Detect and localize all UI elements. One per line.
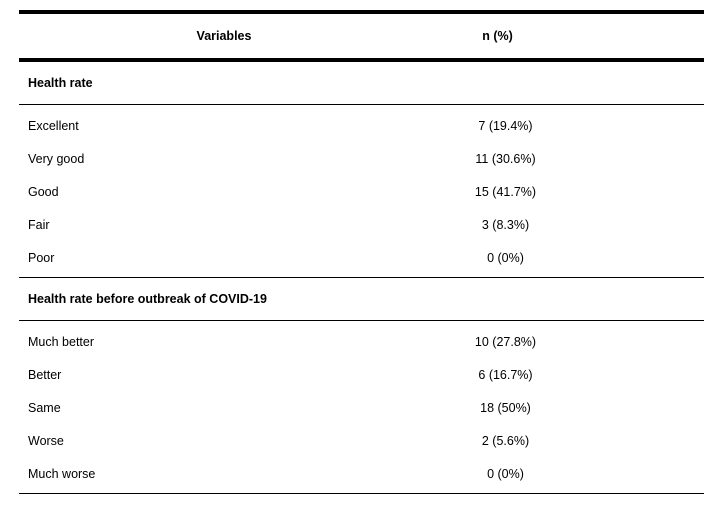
- row-value: 0 (0%): [487, 466, 524, 481]
- section-title: Health rate: [28, 76, 93, 90]
- row-label: Much better: [28, 334, 95, 349]
- row-label: Good: [28, 184, 59, 199]
- table-row: [19, 208, 704, 241]
- section-title-row: [19, 278, 704, 320]
- table-row: [19, 109, 704, 142]
- row-label: Very good: [28, 151, 85, 166]
- table-row: [19, 457, 704, 490]
- table-row: [19, 358, 704, 391]
- bottom-rule: [19, 493, 704, 494]
- table-row: [19, 241, 704, 274]
- row-label: Fair: [28, 217, 50, 232]
- row-value: 3 (8.3%): [481, 217, 530, 232]
- table-row: [19, 142, 704, 175]
- data-table: [19, 10, 704, 494]
- row-value: 18 (50%): [480, 400, 531, 415]
- section-title: Health rate before outbreak of COVID-19: [28, 292, 267, 306]
- header-n-percent: n (%): [482, 29, 513, 43]
- section-rows: [19, 105, 704, 277]
- table-row: [19, 424, 704, 457]
- section-rows: [19, 321, 704, 493]
- row-value: 6 (16.7%): [478, 367, 533, 382]
- table-row: [19, 175, 704, 208]
- row-label: Worse: [28, 433, 64, 448]
- row-value: 10 (27.8%): [474, 334, 537, 349]
- row-label: Poor: [28, 250, 55, 265]
- section-title-row: [19, 62, 704, 104]
- row-label: Excellent: [28, 118, 79, 133]
- table-header-row: [19, 14, 704, 58]
- table-row: [19, 325, 704, 358]
- header-variables: Variables: [196, 29, 252, 43]
- row-label: Same: [28, 400, 61, 415]
- row-label: Better: [28, 367, 62, 382]
- row-value: 15 (41.7%): [474, 184, 537, 199]
- row-value: 2 (5.6%): [481, 433, 530, 448]
- row-value: 0 (0%): [487, 250, 524, 265]
- row-label: Much worse: [28, 466, 96, 481]
- row-value: 11 (30.6%): [475, 151, 536, 166]
- row-value: 7 (19.4%): [478, 118, 533, 133]
- table-row: [19, 391, 704, 424]
